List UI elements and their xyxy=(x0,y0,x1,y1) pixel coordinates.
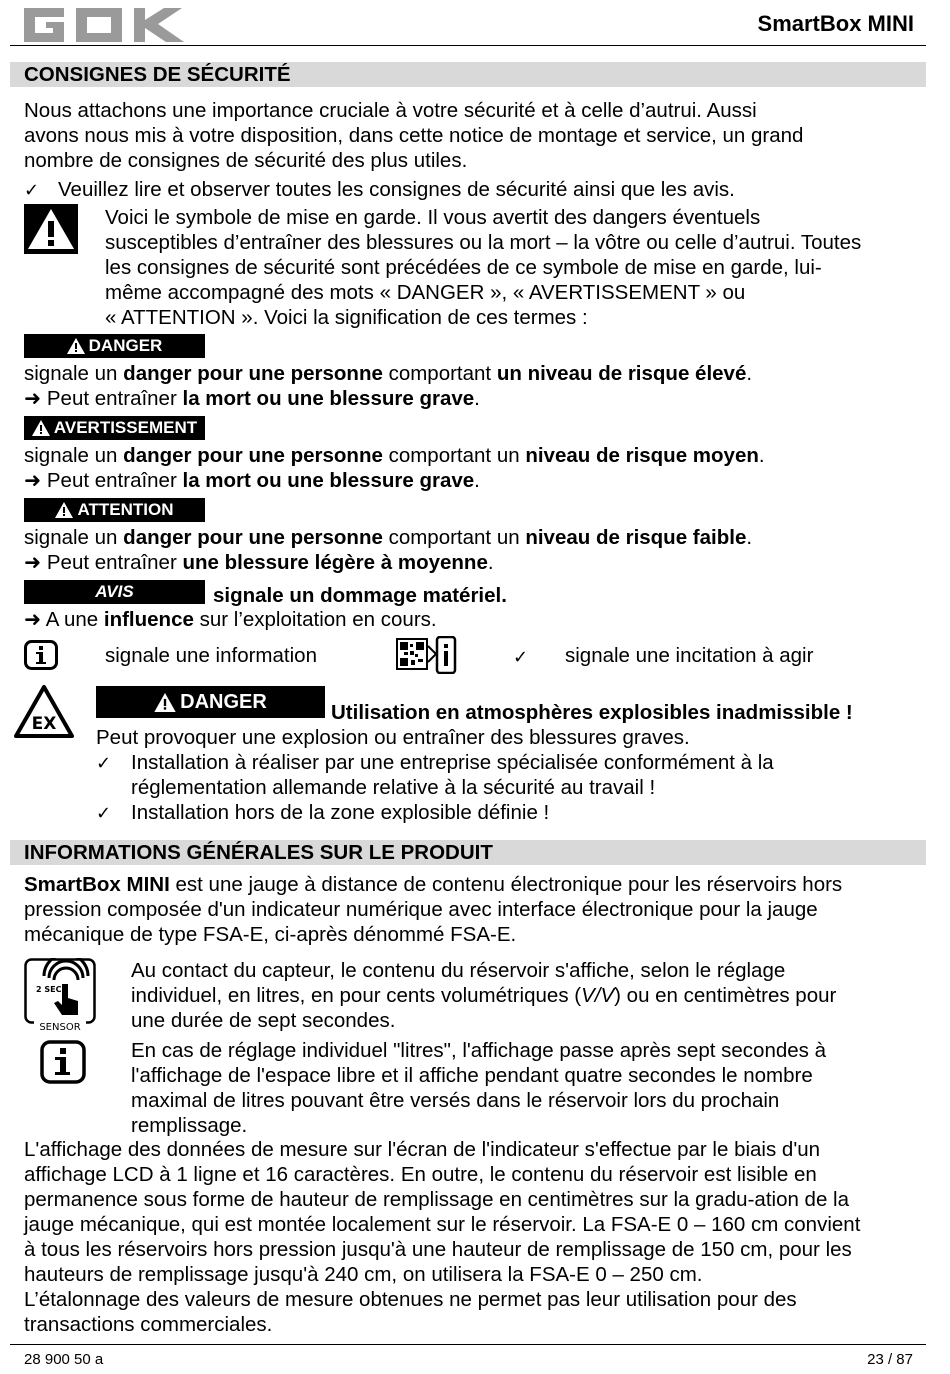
product-para-line: jauge mécanique, qui est montée localement sur le réservoir. La FSA-E 0 – 160 cm convient xyxy=(24,1213,861,1236)
avertissement-signal-line: signale un danger pour une personne comportant un niveau de risque moyen. xyxy=(24,444,765,467)
gok-logo xyxy=(24,8,200,42)
product-para-line: hauteurs de remplissage jusqu'à 240 cm, on utilisera la FSA-E 0 – 250 cm. xyxy=(24,1263,703,1286)
svg-text:2 SEC: 2 SEC xyxy=(36,985,62,994)
product-para-line: permanence sous forme de hauteur de remplissage en centimètres sur la gradu-ation de la xyxy=(24,1188,850,1211)
info-icon xyxy=(24,640,58,670)
product-para-line: transactions commerciales. xyxy=(24,1313,273,1336)
product-para-line: L'affichage des données de mesure sur l'écran de l'indicateur s'effectue par le biais d'un xyxy=(24,1138,821,1161)
warning-text-line: les consignes de sécurité sont précédées de ce symbole de mise en garde, lui- xyxy=(105,256,822,279)
attention-signal-line: signale un danger pour une personne comportant un niveau de risque faible. xyxy=(24,526,753,549)
section-heading-product: INFORMATIONS GÉNÉRALES SUR LE PRODUIT xyxy=(10,840,926,865)
product-para-line: à tous les réservoirs hors pression jusqu'à une hauteur de remplissage de 150 cm, pour les xyxy=(24,1238,852,1261)
attention-badge: ATTENTION xyxy=(24,498,205,522)
warning-text-line: susceptibles d’entraîner des blessures ou la mort – la vôtre ou celle d’autrui. Toutes xyxy=(105,231,862,254)
ex-line: Peut provoquer une explosion ou entraîner des blessures graves. xyxy=(96,726,690,749)
sensor-text-line: une durée de sept secondes. xyxy=(131,1009,396,1032)
sensor-text-line: individuel, en litres, en pour cents volumétriques (V/V) ou en centimètres pour xyxy=(131,984,837,1007)
intro-line: Nous attachons une importance cruciale à votre sécurité et à celle d’autrui. Aussi xyxy=(24,99,757,122)
check-icon: ✓ xyxy=(513,647,529,667)
warning-text-line: « ATTENTION ». Voici la signification de ces termes : xyxy=(105,306,588,329)
ex-danger-badge: DANGER xyxy=(96,686,325,718)
warning-triangle-icon xyxy=(154,693,176,712)
qr-info-icon xyxy=(396,636,460,674)
section-heading-safety: CONSIGNES DE SÉCURITÉ xyxy=(10,62,926,87)
avertissement-consequence-line: ➜ Peut entraîner la mort ou une blessure grave. xyxy=(24,469,480,492)
info-text-line: maximal de litres pouvant être versés dans le réservoir lors du prochain xyxy=(131,1089,780,1112)
warning-triangle-icon xyxy=(55,502,73,518)
svg-text:EX: EX xyxy=(31,714,57,734)
avis-text: signale un dommage matériel. xyxy=(213,584,507,607)
sensor-touch-icon xyxy=(24,958,96,1032)
danger-badge: DANGER xyxy=(24,334,205,358)
check-line: Veuillez lire et observer toutes les consignes de sécurité ainsi que les avis. xyxy=(58,178,735,201)
check-icon: ✓ xyxy=(96,803,112,823)
ex-item: réglementation allemande relative à la sécurité au travail ! xyxy=(131,776,656,799)
svg-text:SENSOR: SENSOR xyxy=(39,1022,81,1032)
warning-triangle-icon xyxy=(32,420,50,436)
avis-badge: AVIS xyxy=(24,580,205,604)
avis-consequence-line: ➜ A une influence sur l’exploitation en cours. xyxy=(24,608,437,631)
danger-signal-line: signale un danger pour une personne comportant un niveau de risque élevé. xyxy=(24,362,753,385)
info-text-line: remplissage. xyxy=(131,1114,248,1137)
product-para-line: pression composée d'un indicateur numérique avec interface électronique pour la jauge xyxy=(24,898,818,921)
check-icon: ✓ xyxy=(96,753,112,773)
action-legend: signale une incitation à agir xyxy=(565,644,814,667)
header-rule xyxy=(10,45,926,46)
warning-text-line: Voici le symbole de mise en garde. Il vous avertit des dangers éventuels xyxy=(105,206,761,229)
info-text-line: En cas de réglage individuel "litres", l'affichage passe après sept secondes à xyxy=(131,1039,827,1062)
info-legend: signale une information xyxy=(105,644,317,667)
info-icon xyxy=(40,1040,86,1084)
info-text-line: l'affichage de l'espace libre et il affiche pendant quatre secondes le nombre xyxy=(131,1064,813,1087)
product-title: SmartBox MINI xyxy=(757,11,914,36)
product-para-line: mécanique de type FSA-E, ci-après dénommé FSA-E. xyxy=(24,923,517,946)
ex-title: Utilisation en atmosphères explosibles inadmissible ! xyxy=(331,701,853,724)
ex-item: Installation à réaliser par une entreprise spécialisée conformément à la xyxy=(131,751,774,774)
footer-rule xyxy=(10,1344,926,1345)
attention-consequence-line: ➜ Peut entraîner une blessure légère à moyenne. xyxy=(24,551,494,574)
ex-item: Installation hors de la zone explosible définie ! xyxy=(131,801,550,824)
product-para-line: L’étalonnage des valeurs de mesure obtenues ne permet pas leur utilisation pour des xyxy=(24,1288,797,1311)
warning-triangle-icon xyxy=(24,204,78,254)
avertissement-badge: AVERTISSEMENT xyxy=(24,416,205,440)
product-para-line: SmartBox MINI est une jauge à distance de contenu électronique pour les réservoirs hors xyxy=(24,873,843,896)
ex-warning-icon xyxy=(13,684,75,740)
intro-line: avons nous mis à votre disposition, dans cette notice de montage et service, un grand xyxy=(24,124,804,147)
product-para-line: affichage LCD à 1 ligne et 16 caractères. En outre, le contenu du réservoir est lisible en xyxy=(24,1163,817,1186)
page-number: 23 / 87 xyxy=(867,1351,913,1368)
warning-text-line: même accompagné des mots « DANGER », « AVERTISSEMENT » ou xyxy=(105,281,746,304)
intro-line: nombre de consignes de sécurité des plus utiles. xyxy=(24,149,468,172)
sensor-text-line: Au contact du capteur, le contenu du réservoir s'affiche, selon le réglage xyxy=(131,959,786,982)
doc-number: 28 900 50 a xyxy=(24,1351,104,1368)
check-icon: ✓ xyxy=(24,180,40,200)
warning-triangle-icon xyxy=(67,338,85,354)
danger-consequence-line: ➜ Peut entraîner la mort ou une blessure grave. xyxy=(24,387,480,410)
